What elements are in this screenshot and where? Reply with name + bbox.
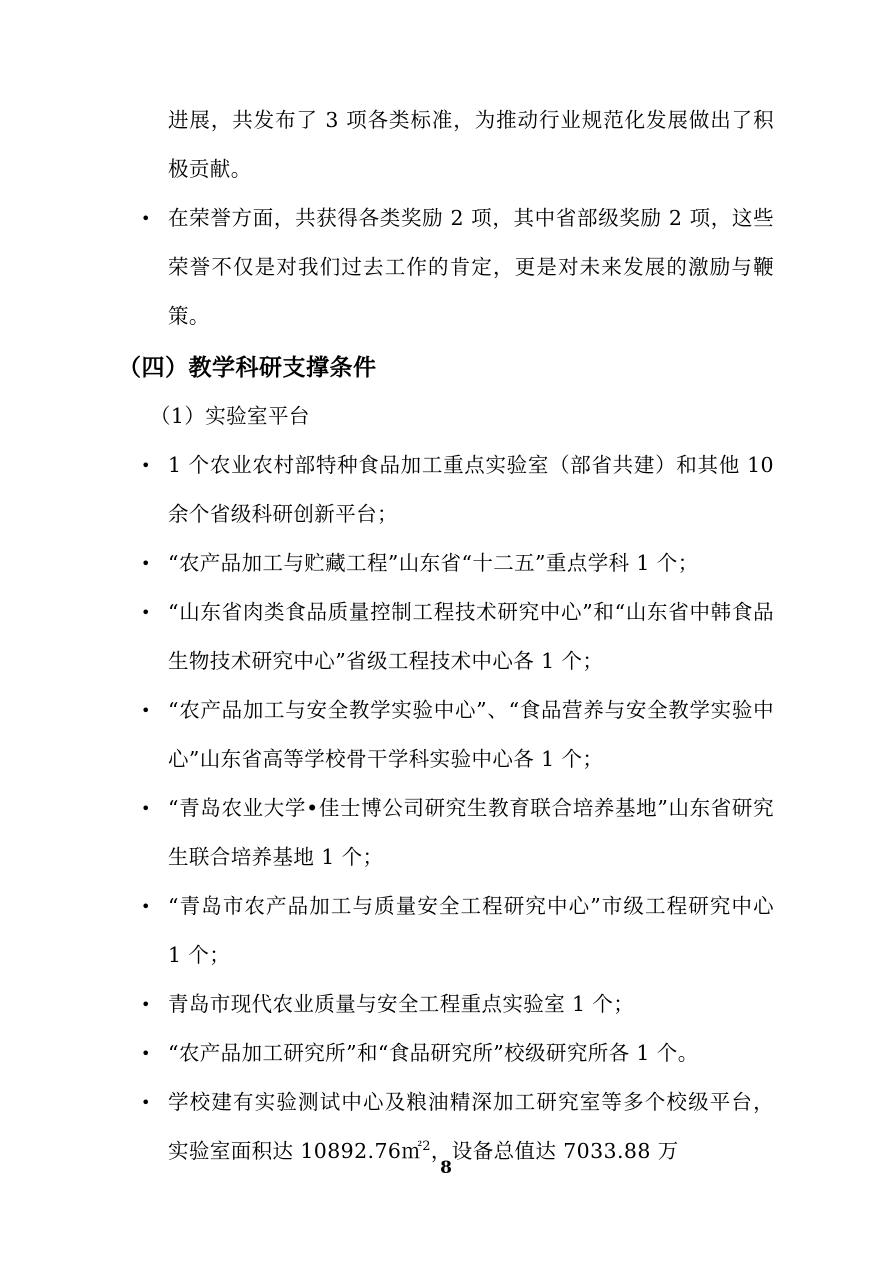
list-item-text: “农产品加工与贮藏工程”山东省“十二五”重点学科 1 个；	[168, 551, 699, 575]
list-item-text-suffix: ，设备总值达 7033.88 万	[430, 1139, 679, 1163]
list-item-text-prefix: 学校建有实验测试中心及粮油精深加工研究室等多个校级平台，实验室面积达 10892.76㎡	[168, 1090, 774, 1163]
bullet-icon: •	[141, 799, 151, 818]
page-number: 8	[440, 1158, 452, 1178]
list-item	[118, 784, 774, 882]
platform-bullet-list	[118, 441, 774, 1176]
list-item	[118, 1029, 774, 1078]
bullet-icon: •	[141, 554, 151, 573]
bullet-icon: •	[141, 603, 151, 622]
subsection-label: （1）实验室平台	[150, 404, 310, 428]
list-item-text: “山东省肉类食品质量控制工程技术研究中心”和“山东省中韩食品生物技术研究中心”省级工程技术中心各 1 个；	[168, 600, 774, 673]
list-item	[118, 588, 774, 686]
bullet-icon: •	[141, 701, 151, 720]
bullet-icon: •	[141, 995, 151, 1014]
continuation-paragraph: 进展，共发布了 3 项各类标准，为推动行业规范化发展做出了积极贡献。	[168, 108, 774, 181]
list-item-text: “农产品加工与安全教学实验中心”、“食品营养与安全教学实验中心”山东省高等学校骨干学科实验中心各 1 个；	[168, 698, 774, 771]
list-item-text: 1 个农业农村部特种食品加工重点实验室（部省共建）和其他 10 余个省级科研创新平台；	[168, 453, 774, 526]
bullet-icon: •	[141, 209, 151, 228]
list-item	[118, 194, 774, 341]
bullet-icon: •	[141, 1093, 151, 1112]
list-item	[118, 882, 774, 980]
list-item	[118, 686, 774, 784]
honors-bullet-list	[118, 194, 774, 341]
bullet-icon: •	[141, 456, 151, 475]
list-item	[118, 539, 774, 588]
list-item	[118, 980, 774, 1029]
list-item-text: “青岛市农产品加工与质量安全工程研究中心”市级工程研究中心 1 个；	[168, 894, 774, 967]
bullet-icon: •	[141, 897, 151, 916]
list-item-text: 在荣誉方面，共获得各类奖励 2 项，其中省部级奖励 2 项，这些荣誉不仅是对我们过去工作的肯定，更是对未来发展的激励与鞭策。	[168, 206, 774, 328]
page-title: （四）教学科研支撑条件	[118, 354, 377, 381]
superscript-marker: 2	[422, 1139, 431, 1155]
bullet-icon: •	[141, 1044, 151, 1063]
page-content	[118, 96, 774, 1176]
list-item-text: 青岛市现代农业质量与安全工程重点实验室 1 个；	[168, 992, 635, 1016]
list-item	[118, 441, 774, 539]
list-item-text: “农产品加工研究所”和“食品研究所”校级研究所各 1 个。	[168, 1041, 699, 1065]
list-item-text: “青岛农业大学•佳士博公司研究生教育联合培养基地”山东省研究生联合培养基地 1 个；	[168, 796, 774, 869]
